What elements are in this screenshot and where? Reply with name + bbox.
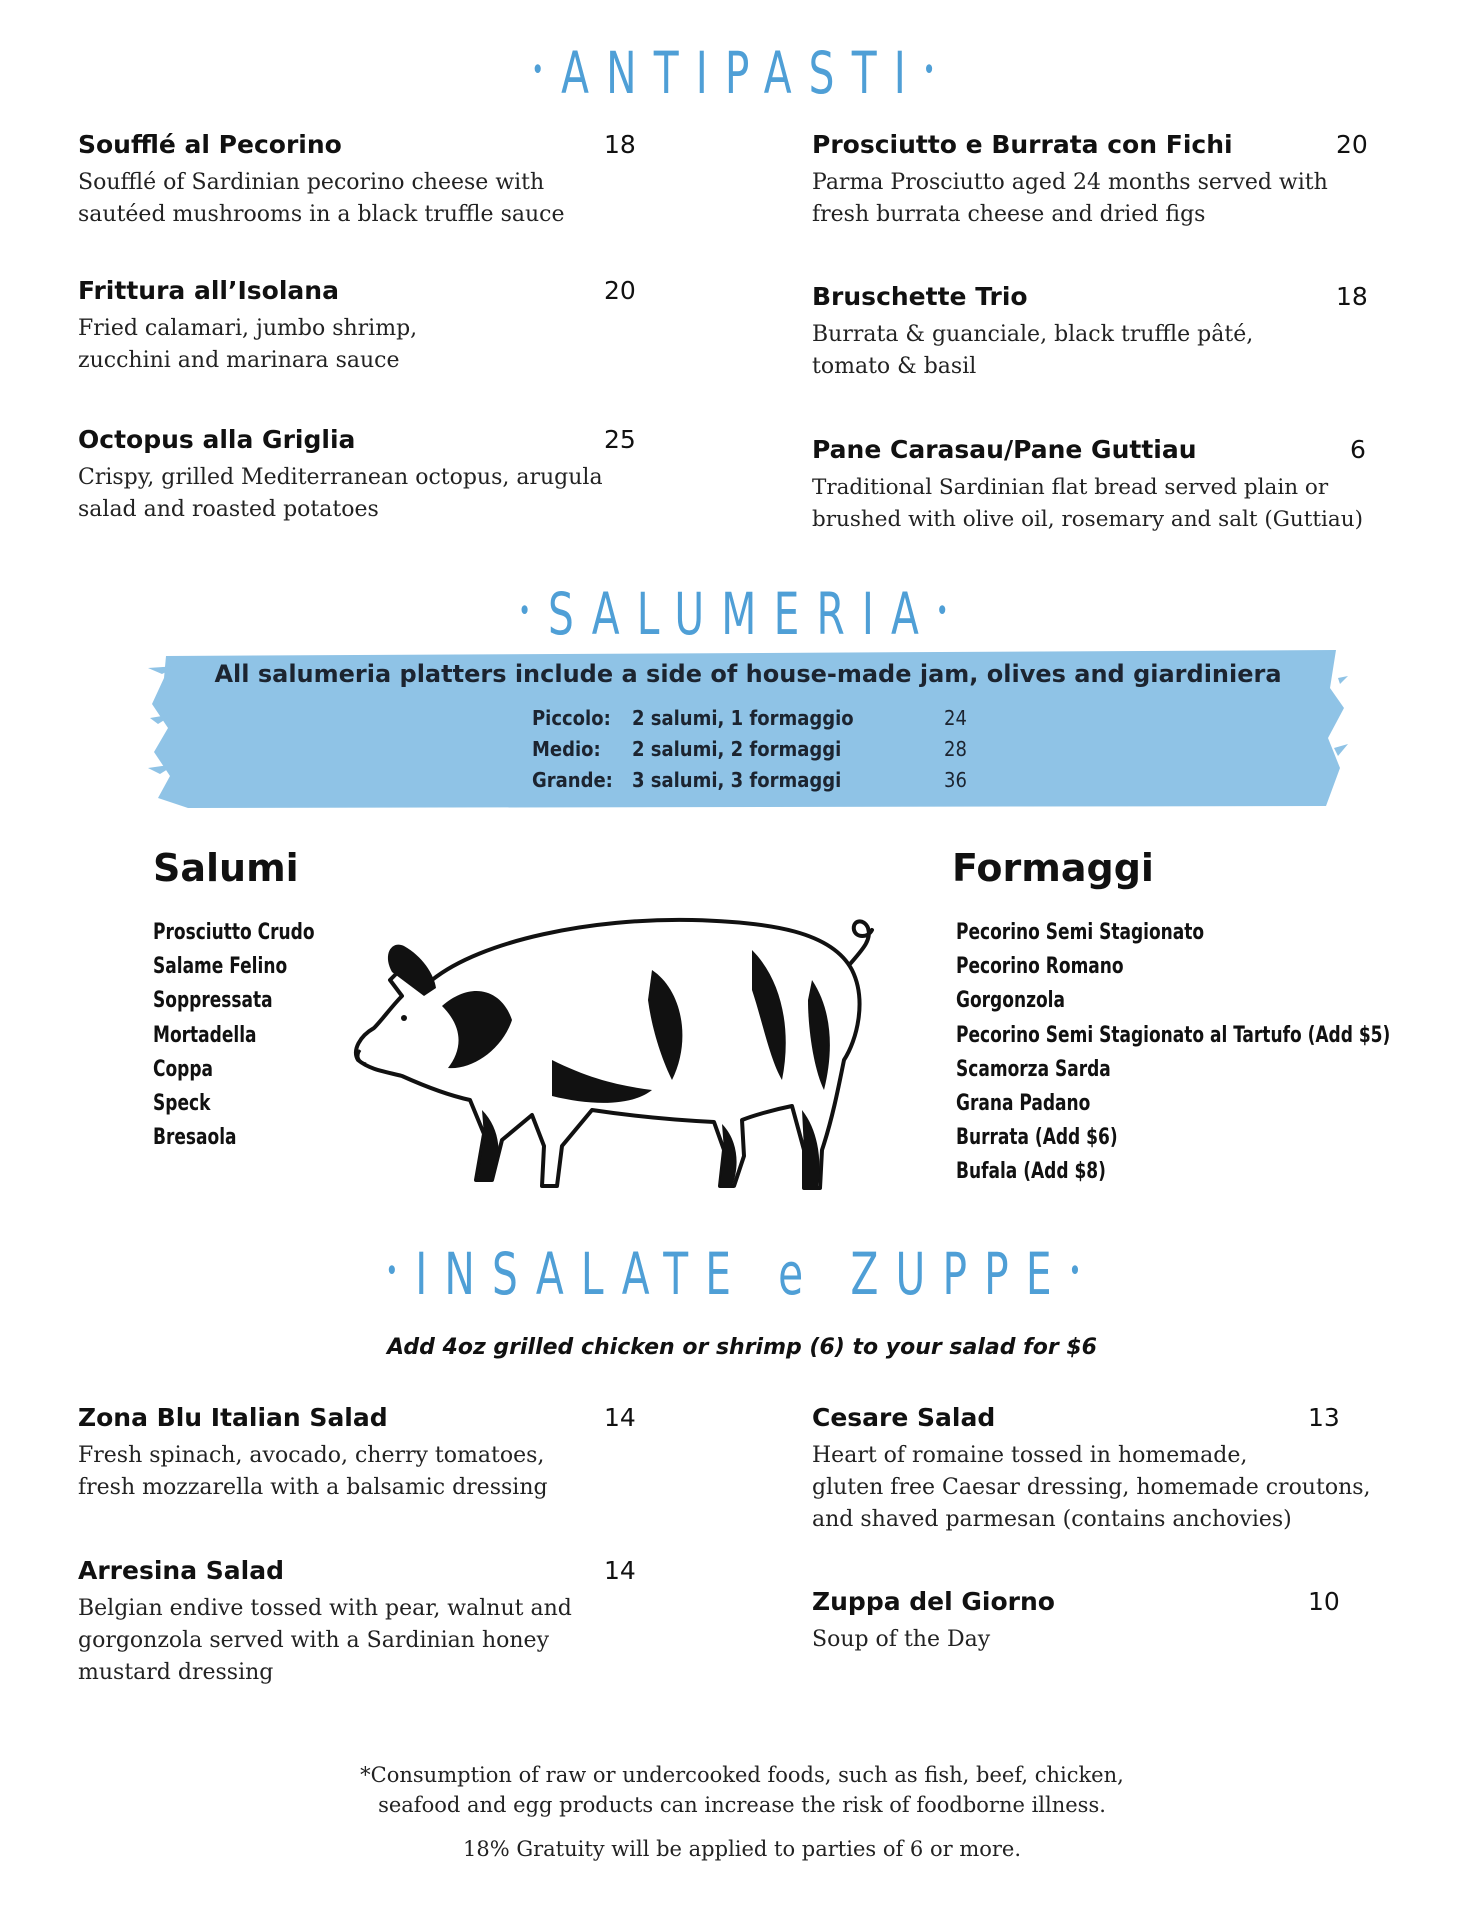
list-item: Gorgonzola: [956, 988, 1065, 1014]
platter-desc: 2 salumi, 2 formaggi: [632, 737, 842, 761]
item-desc: Parma Prosciutto aged 24 months served with fresh burrata cheese and dried figs: [812, 170, 1328, 227]
list-item: Grana Padano: [956, 1091, 1091, 1117]
list-item: Pecorino Semi Stagionato: [956, 920, 1205, 945]
list-item: Salame Felino: [153, 954, 288, 980]
item-desc: Burrata & guanciale, black truffle pâté, tomato & basil: [812, 322, 1254, 379]
menu-item: [812, 1587, 1372, 1656]
platter-price: 24: [944, 706, 967, 730]
formaggi-heading: Formaggi: [952, 846, 1154, 890]
pig-illustration: [352, 910, 892, 1200]
item-name: Zuppa del Giorno: [812, 1587, 1055, 1616]
salumi-list: [153, 916, 341, 1155]
list-item: Pecorino Romano: [956, 954, 1124, 980]
salad-addon-note: Add 4oz grilled chicken or shrimp (6) to your salad for $6: [387, 1335, 1097, 1360]
list-item: Burrata (Add $6): [956, 1125, 1118, 1151]
platter-price: 28: [944, 737, 967, 761]
item-price: 10: [1308, 1587, 1340, 1616]
list-item: Pecorino Semi Stagionato al Tartufo (Add $5): [956, 1022, 1391, 1048]
list-item: Prosciutto Crudo: [153, 920, 315, 945]
item-desc: Crispy, grilled Mediterranean octopus, arugula salad and roasted potatoes: [78, 465, 603, 522]
item-desc: Belgian endive tossed with pear, walnut and gorgonzola served with a Sardinian honey mustard dressing: [78, 1596, 572, 1685]
list-item: Bresaola: [153, 1125, 237, 1151]
menu-item: [78, 1403, 638, 1504]
item-price: 25: [604, 425, 636, 454]
platter-desc: 3 salumi, 3 formaggi: [632, 768, 842, 792]
platter-banner-text: All salumeria platters include a side of house-made jam, olives and giardiniera: [214, 660, 1282, 688]
menu-item: [78, 276, 638, 377]
antipasti-title: •ANTIPASTI•: [531, 39, 953, 107]
item-price: 14: [604, 1403, 636, 1432]
item-desc: Fresh spinach, avocado, cherry tomatoes, fresh mozzarella with a balsamic dressing: [78, 1443, 548, 1500]
item-price: 14: [604, 1556, 636, 1585]
insalate-title: •INSALATE e ZUPPE•: [385, 1240, 1099, 1308]
list-item: Scamorza Sarda: [956, 1056, 1111, 1082]
menu-item: [78, 130, 638, 231]
platter-price: 36: [944, 768, 967, 792]
item-name: Bruschette Trio: [812, 282, 1028, 311]
item-price: 13: [1308, 1403, 1340, 1432]
item-name: Arresina Salad: [78, 1556, 284, 1585]
menu-item: [78, 1556, 638, 1689]
platter-size: Piccolo:: [532, 706, 611, 730]
item-price: 6: [1350, 435, 1366, 464]
item-name: Prosciutto e Burrata con Fichi: [812, 130, 1233, 159]
item-desc: Soup of the Day: [812, 1627, 991, 1652]
salumi-heading: Salumi: [153, 846, 299, 890]
platter-desc: 2 salumi, 1 formaggio: [632, 706, 854, 730]
menu-item: [812, 130, 1372, 231]
list-item: Soppressata: [153, 988, 273, 1014]
item-name: Cesare Salad: [812, 1403, 996, 1432]
item-name: Zona Blu Italian Salad: [78, 1403, 388, 1432]
list-item: Speck: [153, 1091, 211, 1117]
item-name: Pane Carasau/Pane Guttiau: [812, 435, 1197, 464]
menu-item: [78, 425, 638, 526]
item-price: 18: [1336, 282, 1368, 311]
gratuity-note: 18% Gratuity will be applied to parties of 6 or more.: [462, 1837, 1022, 1861]
menu-item: [812, 435, 1372, 536]
item-name: Octopus alla Griglia: [78, 425, 356, 454]
list-item: Bufala (Add $8): [956, 1159, 1106, 1185]
food-safety-warning: *Consumption of raw or undercooked foods, such as fish, beef, chicken, seafood and egg products can increase the risk of foodborne illness.: [360, 1763, 1124, 1817]
item-name: Soufflé al Pecorino: [78, 130, 342, 159]
item-price: 20: [604, 276, 636, 305]
item-name: Frittura all’Isolana: [78, 276, 339, 305]
item-price: 20: [1336, 130, 1368, 159]
formaggi-list: [956, 916, 1461, 1190]
item-desc: Traditional Sardinian flat bread served plain or brushed with olive oil, rosemary and salt (Guttiau): [812, 475, 1363, 532]
item-price: 18: [604, 130, 636, 159]
list-item: Coppa: [153, 1056, 214, 1082]
item-desc: Heart of romaine tossed in homemade, gluten free Caesar dressing, homemade croutons, and shaved parmesan (contains anchovies): [812, 1443, 1371, 1532]
item-desc: Fried calamari, jumbo shrimp, zucchini and marinara sauce: [78, 316, 418, 373]
menu-item: [812, 282, 1372, 383]
platter-size: Medio:: [532, 737, 601, 761]
platter-size: Grande:: [532, 768, 613, 792]
menu-item: [812, 1403, 1372, 1536]
item-desc: Soufflé of Sardinian pecorino cheese with sautéed mushrooms in a black truffle sauce: [78, 170, 565, 227]
salumeria-title: •SALUMERIA•: [518, 580, 966, 648]
list-item: Mortadella: [153, 1022, 257, 1048]
